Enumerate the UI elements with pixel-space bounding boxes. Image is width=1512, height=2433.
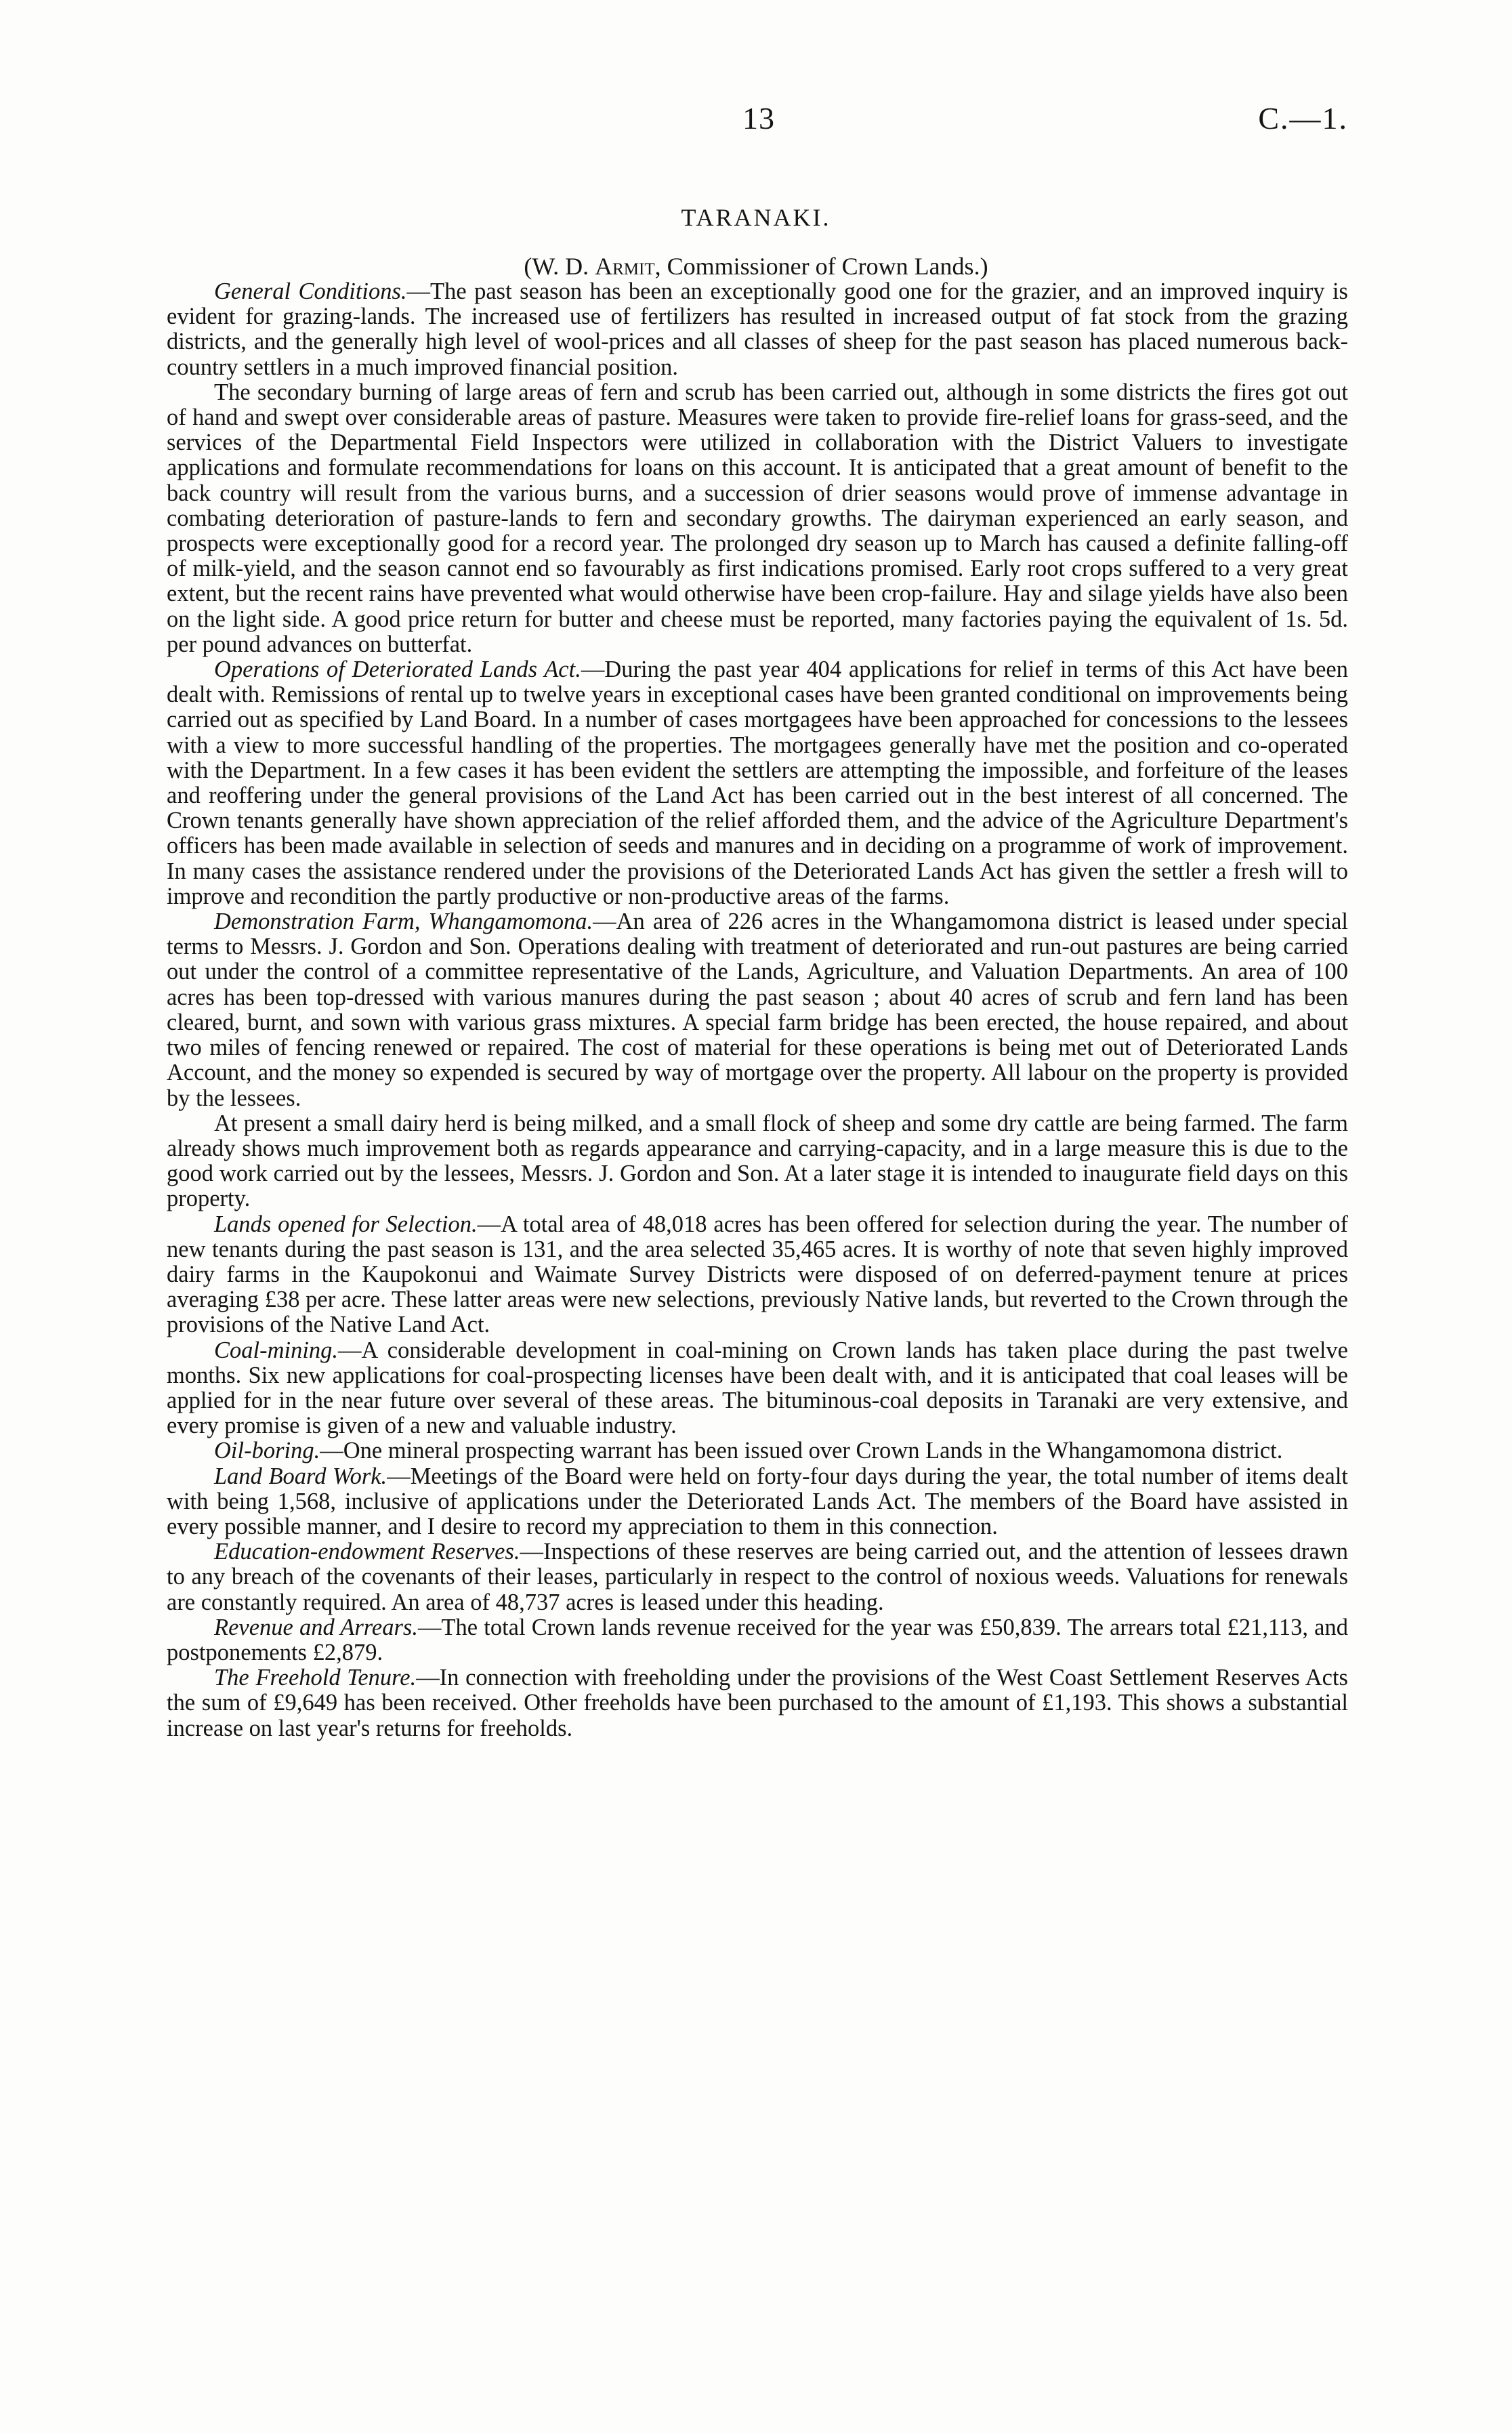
paragraph-land-board-work [167, 1464, 1348, 1540]
paragraph-heading: Oil-boring. [214, 1438, 320, 1464]
paragraph-text: —During the past year 404 applications for relief in terms of this Act have been dealt with. Remissions of rental up to twelve years in exceptional cases have been granted conditional on improvements being carried out as specified by Land Board. In a number of cases mortgagees have been approached for concessions to the lessees with a view to more successful handling of the properties. The mortgagees generally have met the position and co-operated with the Department. In a few cases it has been evident the settlers are attempting the impossible, and forfeiture of the leases and reoffering under the general provisions of the Land Act has been carried out in the best interest of all concerned. The Crown tenants generally have shown appreciation of the relief afforded them, and the advice of the Agriculture Department's officers has been made available in selection of seeds and manures and in deciding on a programme of work of improvement. In many cases the assistance rendered under the provisions of the Deteriorated Lands Act has given the settler a fresh will to improve and recondition the partly productive or non-productive areas of the farms. [167, 657, 1348, 909]
commissioner-line [0, 252, 1512, 280]
paragraph-heading: Lands opened for Selection. [214, 1211, 478, 1237]
paragraph-freehold-tenure [167, 1665, 1348, 1741]
report-body [167, 279, 1348, 1741]
paragraph-heading: Land Board Work. [214, 1463, 387, 1489]
paragraph-text: —The past season has been an exceptionally good one for the grazier, and an improved inquiry is evident for grazing-lands. The increased use of fertilizers has resulted in increased output of fat stock from the grazing districts, and the generally high level of wool-prices and all classes of sheep for the past season has placed numerous back-country settlers in a much improved financial position. [167, 278, 1348, 380]
paragraph-heading: Coal-mining. [214, 1337, 339, 1363]
paragraph-text: —Inspections of these reserves are being carried out, and the attention of lessees drawn to any breach of the covenants of their leases, particularly in respect to the control of noxious weeds. Valuations for renewals are constantly required. An area of 48,737 acres is leased under this heading. [167, 1539, 1348, 1615]
paragraph-text: —Meetings of the Board were held on forty-four days during the year, the total number of items dealt with being 1,568, inclusive of applications under the Deteriorated Lands Act. The members of the Board have assisted in every possible manner, and I desire to record my appreciation to them in this connection. [167, 1463, 1348, 1539]
section-title: TARANAKI. [681, 204, 831, 231]
paragraph-revenue-arrears [167, 1615, 1348, 1665]
paragraph-heading: General Conditions. [214, 278, 407, 304]
document-reference: C.—1. [1258, 101, 1348, 136]
paragraph-lands-opened [167, 1212, 1348, 1338]
paragraph-secondary-burning [167, 380, 1348, 657]
paragraph-text: At present a small dairy herd is being milked, and a small flock of sheep and some dry cattle are being farmed. The farm already shows much improvement both as regards appearance and carrying-capacity, and in a large measure this is due to the good work carried out by the lessees, Messrs. J. Gordon and Son. At a later stage it is intended to inaugurate field days on this property. [167, 1110, 1348, 1212]
commissioner-open: (W. D. [524, 253, 595, 280]
paragraph-text: —A total area of 48,018 acres has been offered for selection during the year. The number of new tenants during the past season is 131, and the area selected 35,465 acres. It is worthy of note that seven highly improved dairy farms in the Kaupokonui and Waimate Survey Districts were disposed of on deferred-payment tenure at prices averaging £38 per acre. These latter areas were new selections, previously Native lands, but reverted to the Crown through the provisions of the Native Land Act. [167, 1211, 1348, 1338]
paragraph-text: —A considerable development in coal-mining on Crown lands has taken place during the past twelve months. Six new applications for coal-prospecting licenses have been dealt with, and it is anticipated that coal leases will be applied for in the near future over several of these areas. The bituminous-coal deposits in Taranaki are very extensive, and every promise is given of a new and valuable industry. [167, 1337, 1348, 1439]
paragraph-heading: The Freehold Tenure. [214, 1665, 417, 1691]
paragraph-heading: Demonstration Farm, Whangamomona. [214, 909, 593, 935]
page-number: 13 [742, 101, 775, 136]
commissioner-role: , Commissioner of Crown Lands.) [654, 253, 988, 280]
paragraph-deteriorated-lands [167, 657, 1348, 909]
paragraph-heading: Revenue and Arrears. [214, 1614, 418, 1640]
paragraph-heading: Education-endowment Reserves. [214, 1539, 520, 1565]
commissioner-name: Armit [595, 253, 655, 280]
paragraph-text: —An area of 226 acres in the Whangamomona district is leased under special terms to Messrs. J. Gordon and Son. Operations dealing with treatment of deteriorated and run-out pastures are being carried out under the control of a committee representative of the Lands, Agriculture, and Valuation Departments. An area of 100 acres has been top-dressed with various manures during the past season ; about 40 acres of scrub and fern land has been cleared, burnt, and sown with various grass mixtures. A special farm bridge has been erected, the house repaired, and about two miles of fencing renewed or repaired. The cost of material for these operations is being met out of Deteriorated Lands Account, and the money so expended is secured by way of mortgage over the property. All labour on the property is provided by the lessees. [167, 909, 1348, 1111]
paragraph-text: The secondary burning of large areas of fern and scrub has been carried out, although in some districts the fires got out of hand and swept over considerable areas of pasture. Measures were taken to provide fire-relief loans for grass-seed, and the services of the Departmental Field Inspectors were utilized in collaboration with the District Valuers to investigate applications and formulate recommendations for loans on this account. It is anticipated that a great amount of benefit to the back country will result from the various burns, and a succession of drier seasons would prove of immense advantage in combating deterioration of pasture-lands to fern and secondary growths. The dairyman experienced an early season, and prospects were exceptionally good for a record year. The prolonged dry season up to March has caused a definite falling-off of milk-yield, and the season cannot end so favourably as first indications promised. Early root crops suffered to a very great extent, but the recent rains have prevented what would otherwise have been crop-failure. Hay and silage yields have also been on the light side. A good price return for butter and cheese must be reported, many factories paying the equivalent of 1s. 5d. per pound advances on butterfat. [167, 379, 1348, 657]
paragraph-oil-boring [167, 1438, 1348, 1463]
paragraph-general-conditions [167, 279, 1348, 380]
paragraph-dairy-herd [167, 1111, 1348, 1212]
paragraph-text: —In connection with freeholding under the provisions of the West Coast Settlement Reserves Acts the sum of £9,649 has been received. Other freeholds have been purchased to the amount of £1,193. This shows a substantial increase on last year's returns for freeholds. [167, 1665, 1348, 1741]
paragraph-education-endowment [167, 1539, 1348, 1615]
paragraph-heading: Operations of Deteriorated Lands Act. [214, 657, 581, 683]
paragraph-demonstration-farm [167, 909, 1348, 1111]
paragraph-text: —One mineral prospecting warrant has been issued over Crown Lands in the Whangamomona district. [320, 1438, 1283, 1464]
paragraph-text: —The total Crown lands revenue received for the year was £50,839. The arrears total £21,113, and postponements £2,879. [167, 1614, 1348, 1665]
paragraph-coal-mining [167, 1338, 1348, 1439]
